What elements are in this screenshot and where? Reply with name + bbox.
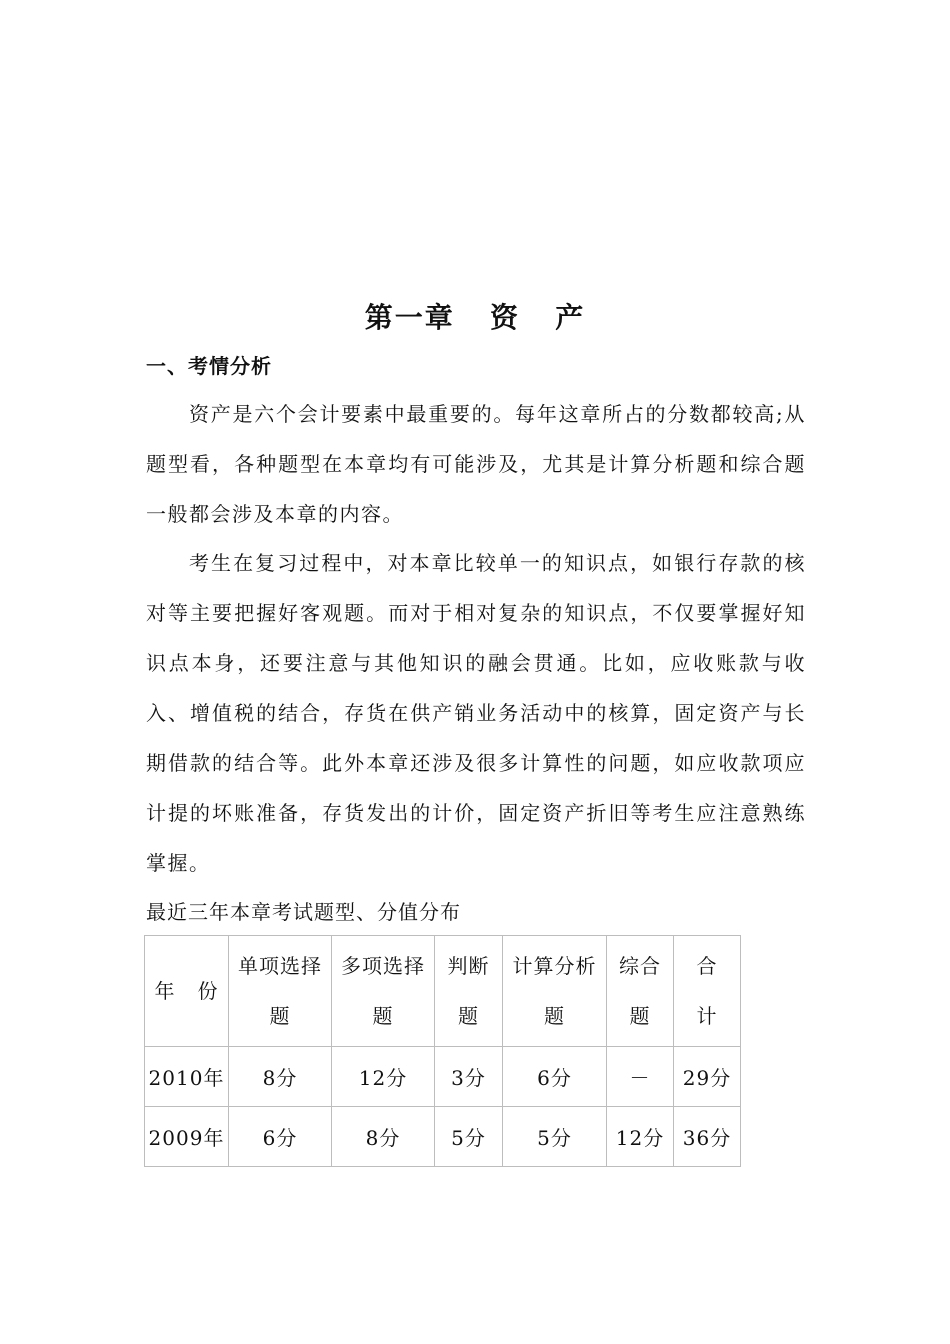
header-total-line1: 合 <box>696 954 718 978</box>
header-total <box>674 936 741 1047</box>
header-true-false <box>435 936 503 1047</box>
paragraph-study-advice: 考生在复习过程中，对本章比较单一的知识点，如银行存款的核对等主要把握好客观题。而对于相对复杂的知识点，不仅要掌握好知识点本身，还要注意与其他知识的融会贯通。比如，应收账款与收入、增值税的结合，存货在供产销业务活动中的核算，固定资产与长期借款的结合等。此外本章还涉及很多计算性的问题，如应收款项应计提的坏账准备，存货发出的计价，固定资产折旧等考生应注意熟练掌握。 <box>146 551 806 875</box>
cell-year: 2009年 <box>145 1107 229 1167</box>
cell-single-choice: 6分 <box>229 1107 332 1167</box>
cell-calculation: 6分 <box>503 1047 607 1107</box>
cell-comprehensive: 12分 <box>607 1107 674 1167</box>
table-row <box>145 1047 741 1107</box>
header-multi-choice-line2: 题 <box>372 1004 394 1028</box>
header-single-choice <box>229 936 332 1047</box>
section-heading: 一、考情分析 <box>146 354 272 378</box>
paragraph-overview: 资产是六个会计要素中最重要的。每年这章所占的分数都较高;从题型看，各种题型在本章均有可能涉及，尤其是计算分析题和综合题一般都会涉及本章的内容。 <box>146 402 806 526</box>
header-single-choice-line1: 单项选择 <box>238 954 322 978</box>
header-comprehensive-line1: 综合 <box>619 954 661 978</box>
header-total-line2: 计 <box>696 1004 718 1028</box>
chapter-title: 第一章 资 产 <box>364 301 586 334</box>
table-header-row <box>145 936 741 1047</box>
header-calculation <box>503 936 607 1047</box>
cell-single-choice: 8分 <box>229 1047 332 1107</box>
score-distribution-table <box>144 935 741 1167</box>
cell-year: 2010年 <box>145 1047 229 1107</box>
header-multi-choice-line1: 多项选择 <box>341 954 425 978</box>
header-year: 年 份 <box>145 936 229 1047</box>
table-row <box>145 1107 741 1167</box>
table-caption: 最近三年本章考试题型、分值分布 <box>146 900 461 924</box>
cell-true-false: 5分 <box>435 1107 503 1167</box>
cell-multi-choice: 12分 <box>332 1047 435 1107</box>
cell-total: 29分 <box>674 1047 741 1107</box>
cell-comprehensive: － <box>607 1047 674 1107</box>
header-single-choice-line2: 题 <box>269 1004 291 1028</box>
header-comprehensive-line2: 题 <box>629 1004 651 1028</box>
header-calculation-line2: 题 <box>544 1004 565 1028</box>
cell-multi-choice: 8分 <box>332 1107 435 1167</box>
header-comprehensive <box>607 936 674 1047</box>
cell-true-false: 3分 <box>435 1047 503 1107</box>
header-true-false-line2: 题 <box>458 1004 479 1028</box>
header-calculation-line1: 计算分析 <box>512 954 597 978</box>
cell-calculation: 5分 <box>503 1107 607 1167</box>
cell-total: 36分 <box>674 1107 741 1167</box>
header-true-false-line1: 判断 <box>447 954 490 978</box>
header-multi-choice <box>332 936 435 1047</box>
